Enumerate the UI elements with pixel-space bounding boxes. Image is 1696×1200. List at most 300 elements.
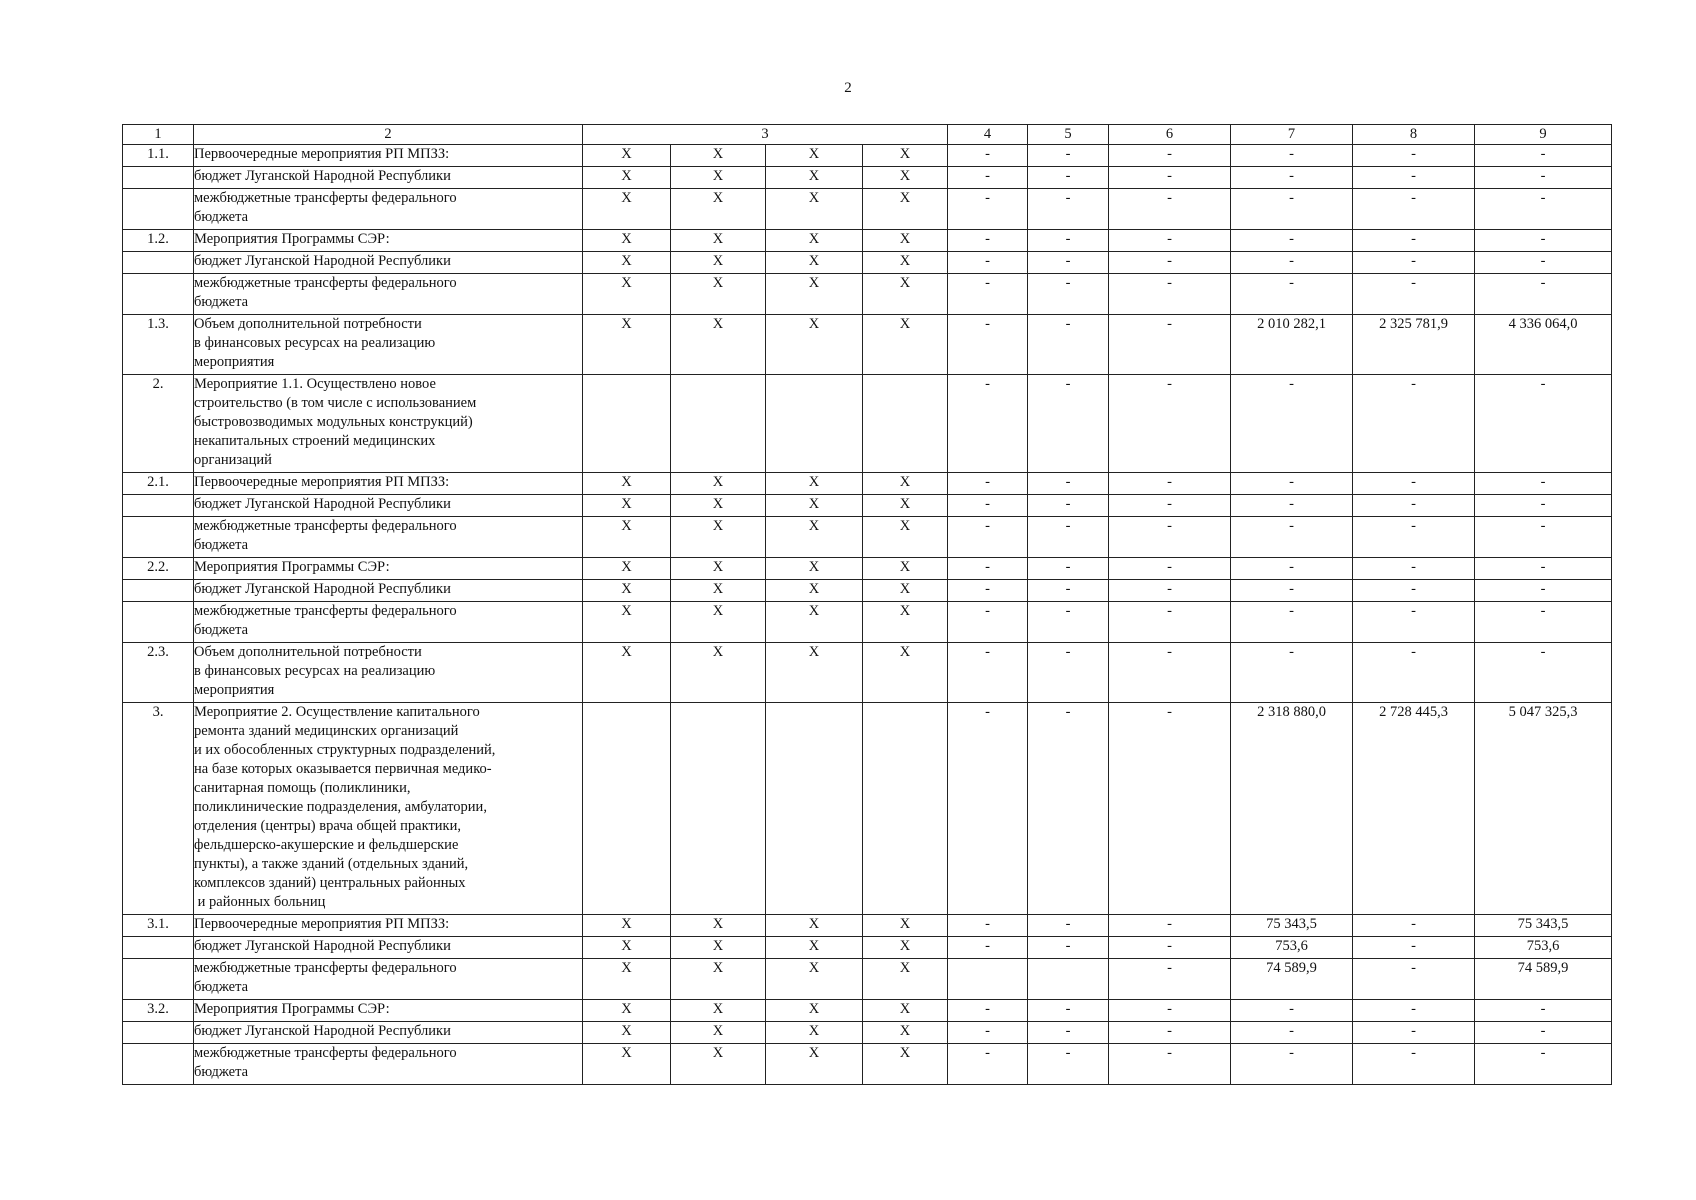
table-row: [123, 189, 1612, 230]
value-cell-col9: -: [1475, 495, 1612, 517]
value-cell-col9: -: [1475, 167, 1612, 189]
x-marker-cell: X: [583, 252, 671, 274]
value-cell-col9: -: [1475, 189, 1612, 230]
x-marker-cell: X: [583, 274, 671, 315]
row-number-cell: [123, 274, 194, 315]
row-number-cell: 1.3.: [123, 315, 194, 375]
x-marker-cell: X: [583, 315, 671, 375]
value-cell-col9: -: [1475, 230, 1612, 252]
table-row: [123, 1000, 1612, 1022]
row-name-line: межбюджетные трансферты федерального: [194, 275, 457, 291]
row-name-line: Первоочередные мероприятия РП МПЗЗ:: [194, 916, 450, 932]
value-cell-col9: 74 589,9: [1475, 959, 1612, 1000]
value-cell-col5: -: [1028, 1044, 1109, 1085]
value-cell-col4: -: [948, 1044, 1028, 1085]
table-row: [123, 252, 1612, 274]
x-marker-cell: X: [671, 167, 766, 189]
x-marker-cell: X: [671, 558, 766, 580]
table-row: [123, 167, 1612, 189]
value-cell-col5: -: [1028, 375, 1109, 473]
header-row: [123, 125, 1612, 145]
value-cell-col6: -: [1109, 959, 1231, 1000]
value-cell-col8: -: [1353, 558, 1475, 580]
row-name-cell: [194, 643, 583, 703]
row-name-cell: [194, 703, 583, 915]
value-cell-col9: 75 343,5: [1475, 915, 1612, 937]
value-cell-col9: -: [1475, 375, 1612, 473]
x-marker-cell: X: [583, 580, 671, 602]
value-cell-col4: -: [948, 473, 1028, 495]
value-cell-col4: -: [948, 315, 1028, 375]
value-cell-col6: -: [1109, 1000, 1231, 1022]
x-marker-cell: X: [583, 167, 671, 189]
table-body: [123, 125, 1612, 1085]
x-marker-cell: X: [766, 1022, 863, 1044]
row-name-line: бюджета: [194, 979, 249, 995]
row-name-line: поликлинические подразделения, амбулатории,: [194, 799, 487, 815]
value-cell-col6: -: [1109, 495, 1231, 517]
x-marker-cell: X: [863, 189, 948, 230]
row-name-line: мероприятия: [194, 354, 275, 370]
header-cell-9: 9: [1475, 125, 1612, 145]
row-name-line: мероприятия: [194, 682, 275, 698]
x-marker-cell: X: [863, 580, 948, 602]
row-name-line: в финансовых ресурсах на реализацию: [194, 663, 436, 679]
value-cell-col6: -: [1109, 558, 1231, 580]
x-marker-cell: X: [863, 959, 948, 1000]
value-cell-col8: -: [1353, 495, 1475, 517]
value-cell-col8: -: [1353, 915, 1475, 937]
row-number-cell: [123, 937, 194, 959]
value-cell-col7: -: [1231, 1022, 1353, 1044]
x-marker-cell: X: [766, 959, 863, 1000]
value-cell-col5: -: [1028, 602, 1109, 643]
row-name-cell: [194, 959, 583, 1000]
value-cell-col4: -: [948, 580, 1028, 602]
x-marker-cell: X: [863, 473, 948, 495]
value-cell-col7: -: [1231, 189, 1353, 230]
value-cell-col5: [1028, 959, 1109, 1000]
row-name-line: санитарная помощь (поликлиники,: [194, 780, 411, 796]
x-marker-cell: X: [766, 558, 863, 580]
value-cell-col9: 4 336 064,0: [1475, 315, 1612, 375]
x-marker-cell: X: [766, 602, 863, 643]
value-cell-col6: -: [1109, 230, 1231, 252]
value-cell-col8: -: [1353, 959, 1475, 1000]
row-name-cell: [194, 580, 583, 602]
value-cell-col4: -: [948, 1022, 1028, 1044]
value-cell-col8: 2 728 445,3: [1353, 703, 1475, 915]
x-marker-cell: X: [671, 602, 766, 643]
x-marker-cell: X: [863, 315, 948, 375]
value-cell-col5: -: [1028, 915, 1109, 937]
row-name-line: бюджет Луганской Народной Республики: [194, 496, 451, 512]
x-marker-cell: X: [863, 558, 948, 580]
row-name-line: отделения (центры) врача общей практики,: [194, 818, 461, 834]
budget-table: [122, 124, 1612, 1085]
value-cell-col8: -: [1353, 473, 1475, 495]
value-cell-col6: -: [1109, 145, 1231, 167]
x-marker-cell: X: [766, 517, 863, 558]
value-cell-col5: -: [1028, 145, 1109, 167]
row-number-cell: [123, 959, 194, 1000]
x-marker-cell: X: [863, 915, 948, 937]
value-cell-col7: -: [1231, 230, 1353, 252]
row-name-cell: [194, 230, 583, 252]
value-cell-col7: -: [1231, 1044, 1353, 1085]
value-cell-col7: -: [1231, 1000, 1353, 1022]
row-name-line: Первоочередные мероприятия РП МПЗЗ:: [194, 146, 450, 162]
value-cell-col6: -: [1109, 580, 1231, 602]
value-cell-col5: -: [1028, 1022, 1109, 1044]
value-cell-col4: -: [948, 230, 1028, 252]
row-number-cell: [123, 580, 194, 602]
x-marker-cell: X: [583, 558, 671, 580]
x-marker-cell: X: [583, 1044, 671, 1085]
row-name-cell: [194, 167, 583, 189]
value-cell-col4: -: [948, 167, 1028, 189]
x-marker-cell: X: [766, 495, 863, 517]
row-number-cell: 2.: [123, 375, 194, 473]
row-name-line: Мероприятия Программы СЭР:: [194, 1001, 390, 1017]
row-name-line: Мероприятие 2. Осуществление капитального: [194, 704, 480, 720]
table-row: [123, 473, 1612, 495]
x-marker-cell: X: [766, 1044, 863, 1085]
value-cell-col4: [948, 959, 1028, 1000]
value-cell-col6: -: [1109, 167, 1231, 189]
x-marker-cell: X: [863, 1000, 948, 1022]
row-name-cell: [194, 915, 583, 937]
x-marker-cell: X: [863, 495, 948, 517]
value-cell-col5: -: [1028, 230, 1109, 252]
x-marker-cell: X: [766, 252, 863, 274]
value-cell-col5: -: [1028, 252, 1109, 274]
x-marker-cell: X: [671, 495, 766, 517]
x-marker-cell: X: [863, 937, 948, 959]
x-marker-cell: X: [863, 167, 948, 189]
header-cell-5: 5: [1028, 125, 1109, 145]
value-cell-col5: -: [1028, 703, 1109, 915]
x-marker-cell: X: [766, 915, 863, 937]
value-cell-col7: -: [1231, 495, 1353, 517]
table-row: [123, 230, 1612, 252]
x-marker-cell: X: [766, 473, 863, 495]
value-cell-col6: -: [1109, 517, 1231, 558]
x-marker-cell: X: [766, 145, 863, 167]
row-number-cell: [123, 495, 194, 517]
value-cell-col9: -: [1475, 252, 1612, 274]
value-cell-col7: -: [1231, 375, 1353, 473]
value-cell-col9: -: [1475, 643, 1612, 703]
value-cell-col5: -: [1028, 937, 1109, 959]
row-name-line: Объем дополнительной потребности: [194, 644, 422, 660]
table-row: [123, 602, 1612, 643]
x-marker-cell: X: [583, 1000, 671, 1022]
row-name-line: в финансовых ресурсах на реализацию: [194, 335, 436, 351]
value-cell-col7: -: [1231, 558, 1353, 580]
row-name-line: бюджет Луганской Народной Республики: [194, 938, 451, 954]
value-cell-col4: -: [948, 274, 1028, 315]
row-number-cell: 2.3.: [123, 643, 194, 703]
value-cell-col9: -: [1475, 602, 1612, 643]
row-number-cell: [123, 602, 194, 643]
header-cell-4: 4: [948, 125, 1028, 145]
x-marker-cell: X: [583, 937, 671, 959]
page-number: 2: [844, 80, 852, 96]
value-cell-col4: -: [948, 558, 1028, 580]
value-cell-col5: -: [1028, 189, 1109, 230]
value-cell-col6: -: [1109, 315, 1231, 375]
value-cell-col6: -: [1109, 915, 1231, 937]
x-marker-cell: X: [863, 274, 948, 315]
row-name-cell: [194, 252, 583, 274]
value-cell-col8: -: [1353, 230, 1475, 252]
row-number-cell: [123, 167, 194, 189]
header-cell-2: 2: [194, 125, 583, 145]
row-number-cell: 3.: [123, 703, 194, 915]
x-marker-cell: X: [766, 580, 863, 602]
value-cell-col7: 2 318 880,0: [1231, 703, 1353, 915]
x-marker-cell: [863, 703, 948, 915]
table-row: [123, 517, 1612, 558]
value-cell-col6: -: [1109, 1022, 1231, 1044]
table-row: [123, 580, 1612, 602]
value-cell-col4: -: [948, 643, 1028, 703]
value-cell-col4: -: [948, 517, 1028, 558]
value-cell-col8: -: [1353, 189, 1475, 230]
x-marker-cell: X: [671, 473, 766, 495]
value-cell-col6: -: [1109, 703, 1231, 915]
row-name-line: межбюджетные трансферты федерального: [194, 960, 457, 976]
row-name-line: бюджет Луганской Народной Республики: [194, 168, 451, 184]
row-name-line: бюджет Луганской Народной Республики: [194, 581, 451, 597]
value-cell-col5: -: [1028, 558, 1109, 580]
row-number-cell: 3.1.: [123, 915, 194, 937]
x-marker-cell: X: [863, 145, 948, 167]
x-marker-cell: X: [671, 252, 766, 274]
x-marker-cell: [766, 375, 863, 473]
value-cell-col7: -: [1231, 602, 1353, 643]
value-cell-col6: -: [1109, 643, 1231, 703]
value-cell-col8: 2 325 781,9: [1353, 315, 1475, 375]
value-cell-col9: -: [1475, 1022, 1612, 1044]
value-cell-col7: -: [1231, 252, 1353, 274]
value-cell-col6: -: [1109, 937, 1231, 959]
row-name-cell: [194, 189, 583, 230]
table-row: [123, 315, 1612, 375]
x-marker-cell: X: [583, 602, 671, 643]
row-name-line: бюджет Луганской Народной Республики: [194, 253, 451, 269]
row-number-cell: 1.1.: [123, 145, 194, 167]
x-marker-cell: X: [671, 145, 766, 167]
value-cell-col8: -: [1353, 167, 1475, 189]
row-name-cell: [194, 473, 583, 495]
x-marker-cell: X: [863, 230, 948, 252]
row-name-cell: [194, 937, 583, 959]
x-marker-cell: X: [583, 230, 671, 252]
value-cell-col8: -: [1353, 602, 1475, 643]
header-cell-1: 1: [123, 125, 194, 145]
value-cell-col6: -: [1109, 473, 1231, 495]
value-cell-col7: -: [1231, 643, 1353, 703]
x-marker-cell: X: [583, 189, 671, 230]
value-cell-col6: -: [1109, 602, 1231, 643]
value-cell-col5: -: [1028, 315, 1109, 375]
row-name-line: бюджета: [194, 537, 249, 553]
value-cell-col5: -: [1028, 274, 1109, 315]
value-cell-col6: -: [1109, 274, 1231, 315]
row-name-line: межбюджетные трансферты федерального: [194, 603, 457, 619]
row-name-line: пункты), а также зданий (отдельных зданий,: [194, 856, 469, 872]
value-cell-col4: -: [948, 189, 1028, 230]
value-cell-col7: -: [1231, 473, 1353, 495]
value-cell-col9: -: [1475, 580, 1612, 602]
table-row: [123, 915, 1612, 937]
value-cell-col6: -: [1109, 252, 1231, 274]
row-name-line: бюджета: [194, 209, 249, 225]
value-cell-col9: -: [1475, 517, 1612, 558]
x-marker-cell: X: [671, 189, 766, 230]
value-cell-col7: -: [1231, 167, 1353, 189]
value-cell-col9: -: [1475, 473, 1612, 495]
value-cell-col5: -: [1028, 167, 1109, 189]
row-name-line: Мероприятия Программы СЭР:: [194, 231, 390, 247]
row-name-line: ремонта зданий медицинских организаций: [194, 723, 459, 739]
x-marker-cell: X: [766, 315, 863, 375]
x-marker-cell: X: [583, 915, 671, 937]
row-name-cell: [194, 375, 583, 473]
x-marker-cell: [583, 375, 671, 473]
row-name-cell: [194, 1022, 583, 1044]
row-number-cell: 1.2.: [123, 230, 194, 252]
value-cell-col7: 74 589,9: [1231, 959, 1353, 1000]
header-cell-3: 3: [583, 125, 948, 145]
x-marker-cell: X: [671, 937, 766, 959]
x-marker-cell: X: [863, 1022, 948, 1044]
value-cell-col4: -: [948, 915, 1028, 937]
table-row: [123, 274, 1612, 315]
x-marker-cell: X: [863, 517, 948, 558]
row-name-cell: [194, 1000, 583, 1022]
x-marker-cell: [766, 703, 863, 915]
x-marker-cell: X: [583, 959, 671, 1000]
value-cell-col7: 75 343,5: [1231, 915, 1353, 937]
row-name-line: фельдшерско-акушерские и фельдшерские: [194, 837, 459, 853]
row-name-line: быстровозводимых модульных конструкций): [194, 414, 473, 430]
value-cell-col4: -: [948, 703, 1028, 915]
row-name-line: межбюджетные трансферты федерального: [194, 1045, 457, 1061]
value-cell-col7: 753,6: [1231, 937, 1353, 959]
row-name-cell: [194, 602, 583, 643]
value-cell-col9: -: [1475, 1000, 1612, 1022]
row-name-line: бюджет Луганской Народной Республики: [194, 1023, 451, 1039]
value-cell-col9: -: [1475, 558, 1612, 580]
row-number-cell: [123, 252, 194, 274]
row-name-line: организаций: [194, 452, 272, 468]
x-marker-cell: X: [766, 189, 863, 230]
row-name-cell: [194, 145, 583, 167]
x-marker-cell: X: [583, 643, 671, 703]
x-marker-cell: [583, 703, 671, 915]
row-name-line: Первоочередные мероприятия РП МПЗЗ:: [194, 474, 450, 490]
x-marker-cell: X: [671, 230, 766, 252]
value-cell-col9: 5 047 325,3: [1475, 703, 1612, 915]
value-cell-col9: 753,6: [1475, 937, 1612, 959]
value-cell-col4: -: [948, 495, 1028, 517]
x-marker-cell: X: [583, 517, 671, 558]
row-name-line: и районных больниц: [194, 894, 326, 910]
table-row: [123, 375, 1612, 473]
value-cell-col9: -: [1475, 274, 1612, 315]
x-marker-cell: X: [863, 643, 948, 703]
table-row: [123, 959, 1612, 1000]
value-cell-col9: -: [1475, 1044, 1612, 1085]
x-marker-cell: X: [766, 937, 863, 959]
x-marker-cell: X: [671, 274, 766, 315]
value-cell-col5: -: [1028, 643, 1109, 703]
table-row: [123, 937, 1612, 959]
x-marker-cell: X: [583, 145, 671, 167]
x-marker-cell: X: [583, 495, 671, 517]
table-row: [123, 1044, 1612, 1085]
value-cell-col8: -: [1353, 643, 1475, 703]
value-cell-col6: -: [1109, 1044, 1231, 1085]
row-name-cell: [194, 1044, 583, 1085]
value-cell-col5: -: [1028, 473, 1109, 495]
row-number-cell: [123, 189, 194, 230]
row-name-line: на базе которых оказывается первичная медико-: [194, 761, 492, 777]
x-marker-cell: X: [863, 602, 948, 643]
value-cell-col8: -: [1353, 1044, 1475, 1085]
value-cell-col8: -: [1353, 145, 1475, 167]
value-cell-col8: -: [1353, 937, 1475, 959]
row-name-cell: [194, 274, 583, 315]
value-cell-col4: -: [948, 145, 1028, 167]
value-cell-col8: -: [1353, 252, 1475, 274]
row-name-line: некапитальных строений медицинских: [194, 433, 436, 449]
x-marker-cell: [863, 375, 948, 473]
value-cell-col6: -: [1109, 375, 1231, 473]
row-name-line: строительство (в том числе с использованием: [194, 395, 477, 411]
value-cell-col7: -: [1231, 517, 1353, 558]
table-row: [123, 558, 1612, 580]
row-name-line: комплексов зданий) центральных районных: [194, 875, 466, 891]
value-cell-col5: -: [1028, 580, 1109, 602]
x-marker-cell: X: [671, 315, 766, 375]
row-name-line: Мероприятия Программы СЭР:: [194, 559, 390, 575]
row-name-line: Объем дополнительной потребности: [194, 316, 422, 332]
value-cell-col8: -: [1353, 375, 1475, 473]
value-cell-col8: -: [1353, 1000, 1475, 1022]
value-cell-col7: -: [1231, 580, 1353, 602]
row-name-cell: [194, 517, 583, 558]
x-marker-cell: X: [863, 252, 948, 274]
value-cell-col8: -: [1353, 1022, 1475, 1044]
x-marker-cell: X: [671, 915, 766, 937]
value-cell-col4: -: [948, 375, 1028, 473]
x-marker-cell: X: [766, 167, 863, 189]
x-marker-cell: X: [583, 473, 671, 495]
row-number-cell: [123, 1044, 194, 1085]
table-row: [123, 703, 1612, 915]
row-number-cell: [123, 517, 194, 558]
value-cell-col7: 2 010 282,1: [1231, 315, 1353, 375]
value-cell-col5: -: [1028, 1000, 1109, 1022]
header-cell-6: 6: [1109, 125, 1231, 145]
x-marker-cell: X: [671, 1022, 766, 1044]
row-number-cell: [123, 1022, 194, 1044]
table-row: [123, 643, 1612, 703]
